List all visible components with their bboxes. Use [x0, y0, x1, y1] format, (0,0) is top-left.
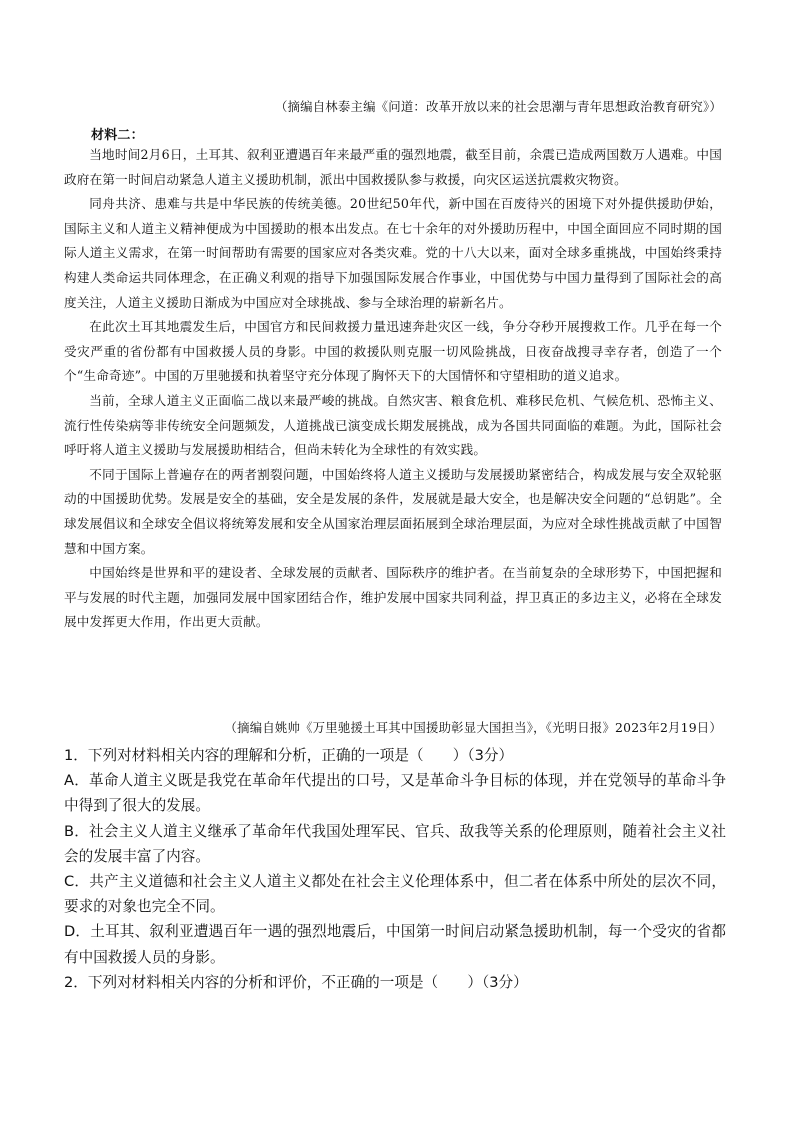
paragraph-3: 在此次土耳其地震发生后，中国官方和民间救援力量迅速奔赴灾区一线，争分夺秒开展搜救工作。几乎在每一个受灾严重的省份都有中国救援人员的身影。中国的救援队则克服一切风险挑战，日夜奋战搜寻幸存者，创造了一个个“生命奇迹”。中国的万里驰援和执着坚守充分体现了胸怀天下的大国情怀和守望相助的道义追求。: [64, 319, 722, 384]
questions-section: [64, 743, 726, 995]
question-1-option-a: A．革命人道主义既是我党在革命年代提出的口号，又是革命斗争目标的体现，并在党领导的革命斗争中得到了很大的发展。: [64, 772, 726, 815]
paragraph-2: 同舟共济、患难与共是中华民族的传统美德。20世纪50年代，新中国在百废待兴的困境下对外提供援助伊始，国际主义和人道主义精神便成为中国援助的根本出发点。在七十余年的对外援助历程中，中国全面回应不同时期的国际人道主义需求，在第一时间帮助有需要的国家应对各类灾难。党的十八大以来，面对全球多重挑战，中国始终秉持构建人类命运共同体理念，在正确义利观的指导下加强国际发展合作事业，中国优势与中国力量得到了国际社会的高度关注，人道主义援助日渐成为中国应对全球挑战、参与全球治理的崭新名片。: [64, 196, 722, 310]
header-source-citation: （摘编自林泰主编《问道：改革开放以来的社会思潮与青年思想政治教育研究》）: [274, 99, 722, 114]
paragraph-4: 当前，全球人道主义正面临二战以来最严峻的挑战。自然灾害、粮食危机、难移民危机、气候危机、恐怖主义、流行性传染病等非传统安全问题频发，人道挑战已演变成长期发展挑战，成为各国共同面临的难题。为此，国际社会呼吁将人道主义援助与发展援助相结合，但尚未转化为全球性的有效实践。: [64, 392, 722, 458]
question-1-stem: 1．下列对材料相关内容的理解和分析，正确的一项是（ ）（3分）: [64, 747, 514, 764]
paragraph-5: 不同于国际上普遍存在的两者割裂问题，中国始终将人道主义援助与发展援助紧密结合，构成发展与安全双轮驱动的中国援助优势。发展是安全的基础，安全是发展的条件，发展就是最大安全，也是解决安全问题的“总钥匙”。全球发展倡议和全球安全倡议将统筹发展和安全从国家治理层面拓展到全球治理层面，为应对全球性挑战贡献了中国智慧和中国方案。: [64, 466, 722, 556]
question-2-stem: 2．下列对材料相关内容的分析和评价，不正确的一项是（ ）（3分）: [64, 973, 528, 991]
material-body: [64, 143, 722, 635]
question-1-option-d: D．土耳其、叙利亚遭遇百年一遇的强烈地震后，中国第一时间启动紧急援助机制，每一个受灾的省都有中国救援人员的身影。: [64, 923, 726, 966]
footer-source-citation: （摘编自姚帅《万里驰援土耳其中国援助彰显大国担当》，《光明日报》2023年2月19日）: [224, 720, 722, 735]
material-title: 材料二：: [91, 128, 144, 143]
question-1-option-b: B．社会主义人道主义继承了革命年代我国处理军民、官兵、敌我等关系的伦理原则，随着社会主义社会的发展丰富了内容。: [64, 822, 726, 865]
question-1-option-c: C．共产主义道德和社会主义人道主义都处在社会主义伦理体系中，但二者在体系中所处的层次不同，要求的对象也完全不同。: [64, 873, 726, 916]
paragraph-6: 中国始终是世界和平的建设者、全球发展的贡献者、国际秩序的维护者。在当前复杂的全球形势下，中国把握和平与发展的时代主题，加强同发展中国家团结合作，维护发展中国家共同利益，捍卫真正的多边主义，必将在全球发展中发挥更大作用，作出更大贡献。: [64, 565, 722, 630]
paragraph-1: 当地时间2月6日，土耳其、叙利亚遭遇百年来最严重的强烈地震，截至目前，余震已造成两国数万人遇难。中国政府在第一时间启动紧急人道主义援助机制，派出中国救援队参与救援，向灾区运送抗震救灾物资。: [64, 147, 722, 187]
